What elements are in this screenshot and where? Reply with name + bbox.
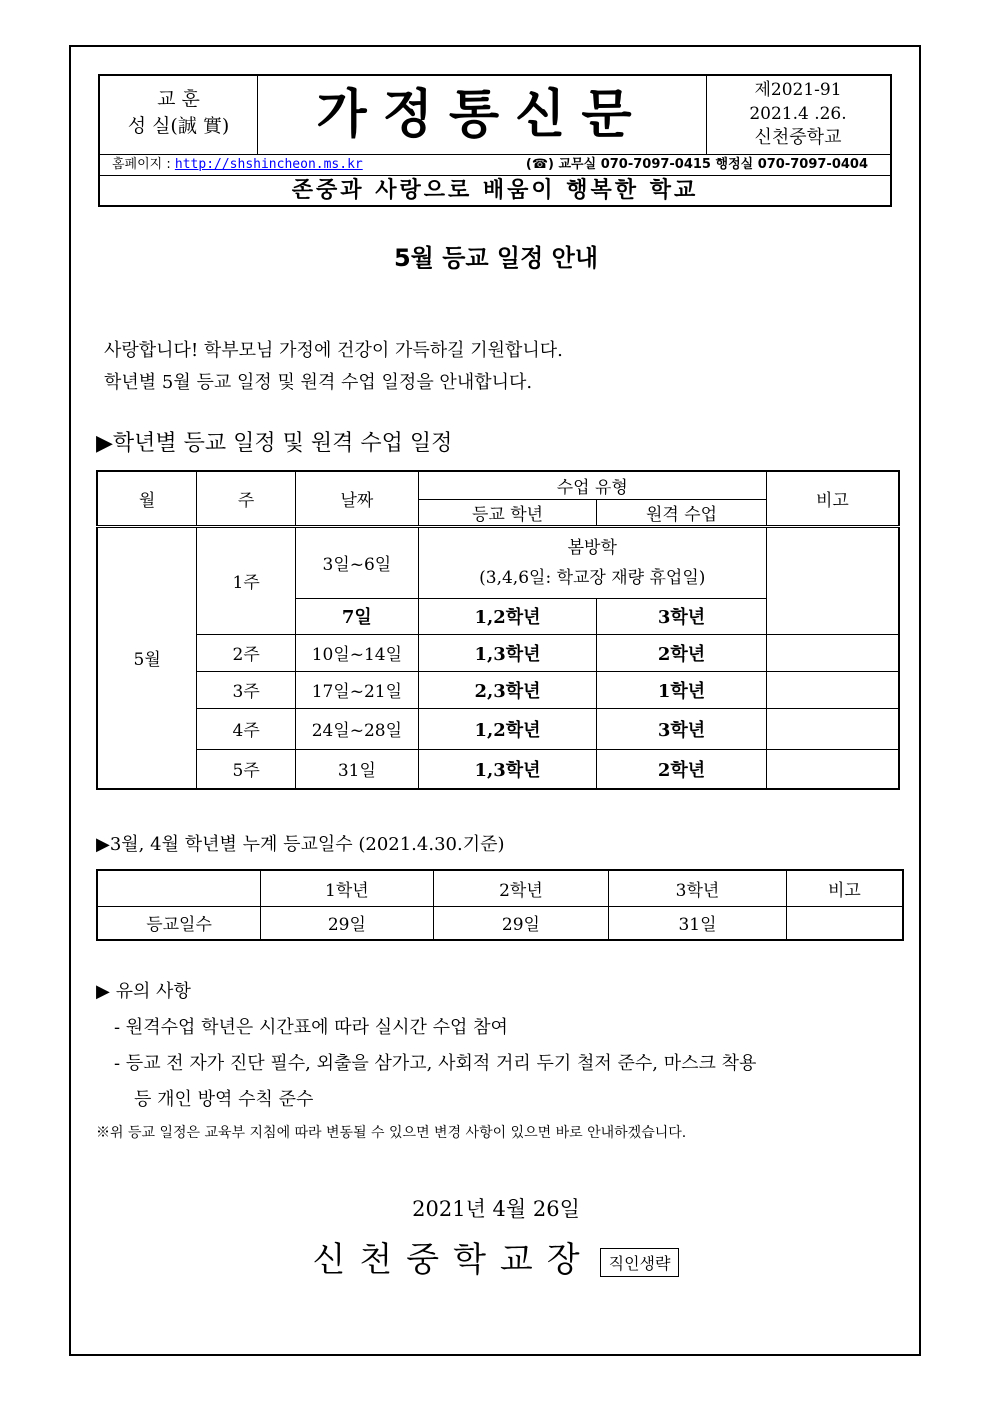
section-attendance-heading: ▶3월, 4월 학년별 누계 등교일수 (2021.4.30.기준) bbox=[96, 834, 505, 855]
note-cell bbox=[786, 906, 903, 940]
date-cell: 17일~21일 bbox=[296, 671, 419, 708]
seal-omitted: 직인생략 bbox=[600, 1248, 680, 1277]
header-grade-1: 1학년 bbox=[261, 870, 434, 906]
document-title: 5월 등교 일정 안내 bbox=[393, 244, 599, 272]
note-item-1: - 원격수업 학년은 시간표에 따라 실시간 수업 참여 bbox=[114, 1017, 508, 1038]
header-school-grade: 등교 학년 bbox=[418, 499, 597, 526]
note-cell bbox=[766, 749, 899, 789]
phone-numbers: (☎) 교무실 070-7097-0415 행정실 070-7097-0404 bbox=[525, 157, 868, 172]
header-note: 비고 bbox=[766, 471, 899, 526]
letter-header bbox=[98, 74, 892, 207]
grade-2-days: 29일 bbox=[433, 906, 609, 940]
header-grade-3: 3학년 bbox=[609, 870, 787, 906]
header-note: 비고 bbox=[786, 870, 903, 906]
grade-3-days: 31일 bbox=[609, 906, 787, 940]
remote-grade-cell: 2학년 bbox=[597, 634, 767, 671]
homepage-label: 홈페이지 : bbox=[112, 157, 171, 172]
remote-grade-cell: 3학년 bbox=[597, 598, 767, 634]
holiday-title: 봄방학 bbox=[567, 537, 617, 558]
week-cell: 2주 bbox=[197, 634, 296, 671]
header-remote-grade: 원격 수업 bbox=[597, 499, 767, 526]
week-cell: 4주 bbox=[197, 708, 296, 749]
holiday-date-cell: 3일~6일 bbox=[296, 526, 419, 598]
footnote: ※위 등교 일정은 교육부 지침에 따라 변동될 수 있으면 변경 사항이 있으면 바로 안내하겠습니다. bbox=[96, 1125, 687, 1141]
school-motto bbox=[100, 76, 258, 154]
row-label: 등교일수 bbox=[97, 906, 261, 940]
school-grade-cell: 1,3학년 bbox=[418, 749, 597, 789]
header-grade-2: 2학년 bbox=[433, 870, 609, 906]
header-class-type: 수업 유형 bbox=[418, 471, 766, 499]
attendance-table bbox=[96, 869, 904, 941]
principal-title: 신천중학교장 bbox=[312, 1240, 594, 1280]
homepage-link[interactable]: http://shshincheon.ms.kr bbox=[174, 157, 363, 172]
letter-title: 가정통신문 bbox=[258, 76, 707, 154]
schedule-table bbox=[96, 470, 900, 790]
remote-grade-cell: 1학년 bbox=[597, 671, 767, 708]
school-grade-cell: 1,3학년 bbox=[418, 634, 597, 671]
intro-line-2: 학년별 5월 등교 일정 및 원격 수업 일정을 안내합니다. bbox=[104, 372, 533, 393]
week-1-cell: 1주 bbox=[197, 526, 296, 634]
holiday-cell bbox=[418, 526, 766, 598]
grade-1-days: 29일 bbox=[261, 906, 434, 940]
school-grade-cell: 1,2학년 bbox=[418, 708, 597, 749]
header-month: 월 bbox=[97, 471, 197, 526]
document-number: 제2021-91 bbox=[754, 80, 842, 100]
school-grade-cell: 1,2학년 bbox=[418, 598, 597, 634]
date-cell: 10일~14일 bbox=[296, 634, 419, 671]
month-cell: 5월 bbox=[97, 526, 197, 789]
remote-grade-cell: 2학년 bbox=[597, 749, 767, 789]
note-cell bbox=[766, 634, 899, 671]
motto-label: 교 훈 bbox=[157, 88, 200, 110]
week-cell: 5주 bbox=[197, 749, 296, 789]
intro-line-1: 사랑합니다! 학부모님 가정에 건강이 가득하길 기원합니다. bbox=[104, 340, 563, 361]
motto-text: 성 실(誠 實) bbox=[127, 115, 230, 137]
week-cell: 3주 bbox=[197, 671, 296, 708]
note-item-2-cont: 등 개인 방역 수칙 준수 bbox=[134, 1089, 314, 1110]
date-cell: 31일 bbox=[296, 749, 419, 789]
homepage bbox=[112, 155, 363, 175]
header-week: 주 bbox=[197, 471, 296, 526]
notes-title: ▶ 유의 사항 bbox=[96, 981, 191, 1002]
date-cell: 24일~28일 bbox=[296, 708, 419, 749]
note-item-2: - 등교 전 자가 진단 필수, 외출을 삼가고, 사회적 거리 두기 철저 준수, 마스크 착용 bbox=[114, 1053, 757, 1074]
closing-date: 2021년 4월 26일 bbox=[412, 1197, 580, 1221]
date-cell: 7일 bbox=[296, 598, 419, 634]
school-name: 신천중학교 bbox=[754, 127, 842, 148]
note-cell bbox=[766, 671, 899, 708]
school-slogan: 존중과 사랑으로 배움이 행복한 학교 bbox=[291, 178, 699, 203]
holiday-detail: (3,4,6일: 학교장 재량 휴업일) bbox=[479, 567, 706, 588]
blank-header-cell bbox=[97, 870, 261, 906]
section-schedule-heading: ▶학년별 등교 일정 및 원격 수업 일정 bbox=[96, 431, 453, 456]
remote-grade-cell: 3학년 bbox=[597, 708, 767, 749]
note-cell bbox=[766, 526, 899, 634]
note-cell bbox=[766, 708, 899, 749]
issue-date: 2021.4 .26. bbox=[749, 104, 847, 124]
signature-block bbox=[0, 1232, 992, 1281]
contact-bar bbox=[100, 154, 890, 176]
letter-meta bbox=[706, 76, 890, 154]
header-date: 날짜 bbox=[296, 471, 419, 526]
school-grade-cell: 2,3학년 bbox=[418, 671, 597, 708]
